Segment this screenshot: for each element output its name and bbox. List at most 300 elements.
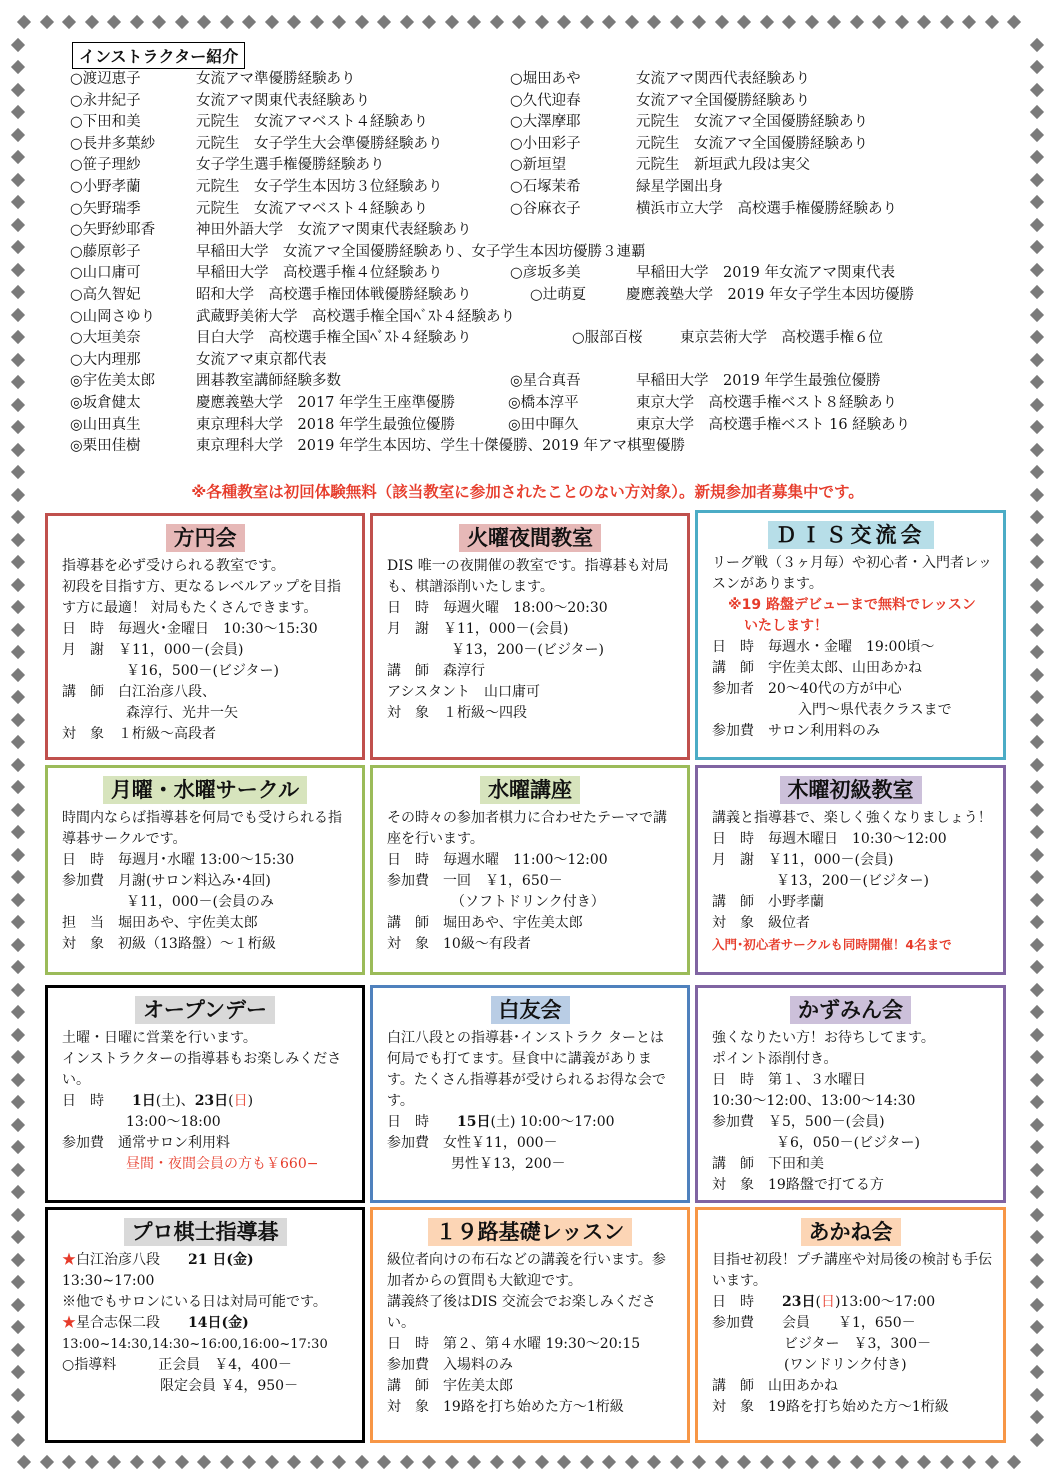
instructor-desc: 早稲田大学 2019 年学生最強位優勝 <box>636 373 881 390</box>
diamond-ornament <box>422 1455 436 1469</box>
date-label: 日 時 <box>387 852 429 868</box>
diamond-ornament <box>354 1455 368 1469</box>
diamond-ornament <box>264 1455 278 1469</box>
diamond-ornament <box>1030 802 1044 816</box>
diamond-ornament <box>917 1455 931 1469</box>
box-desc: 指導碁を必ず受けられる教室です。 <box>62 558 285 574</box>
diamond-ornament <box>782 1455 796 1469</box>
diamond-ornament <box>1030 712 1044 726</box>
diamond-ornament <box>11 982 25 996</box>
diamond-ornament <box>62 1455 76 1469</box>
box-desc: DIS 唯一の夜開催の教室です。指導碁も対局も、棋譜添削いたします。 <box>387 558 669 595</box>
diamond-ornament <box>1030 1095 1044 1109</box>
instructor-name: ○新垣望 <box>510 157 567 174</box>
teacher-value: 宇佐美太郎 <box>443 1378 513 1394</box>
box-desc: 目指せ初段！プチ講座や対局後の検討も手伝います。 <box>712 1252 992 1289</box>
kayou-box <box>370 513 690 760</box>
diamond-ornament <box>1030 375 1044 389</box>
date-day: 23 <box>782 1294 802 1310</box>
fee-value: 女性￥11，000－ <box>443 1135 558 1151</box>
diamond-ornament <box>1030 982 1044 996</box>
teacher-label: 講 師 <box>387 1378 429 1394</box>
diamond-ornament <box>714 1455 728 1469</box>
instructor-name: ○小田彩子 <box>510 135 581 152</box>
diamond-ornament <box>11 1342 25 1356</box>
diamond-ornament <box>1030 960 1044 974</box>
box-title: 木曜初級教室 <box>780 776 922 804</box>
diamond-ornament <box>984 15 998 29</box>
instructor-desc: 東京理科大学 2018 年学生最強位優勝 <box>196 416 456 433</box>
diamond-ornament <box>11 352 25 366</box>
fee-label: 月 謝 <box>387 621 429 637</box>
pro-name: 白江治彦八段 <box>76 1252 160 1268</box>
box-desc: ポイント添削付き。 <box>712 1051 838 1067</box>
time-value: 13:00～17:00 <box>840 1294 936 1310</box>
diamond-ornament <box>11 420 25 434</box>
diamond-ornament <box>11 1207 25 1221</box>
pro-name: 星合志保二段 <box>76 1315 160 1331</box>
diamond-ornament <box>11 780 25 794</box>
diamond-ornament <box>1030 1140 1044 1154</box>
member-value: 20～40代の方が中心 <box>768 681 902 697</box>
instructor-desc: 元院生 女子学生大会準優勝経験あり <box>196 135 443 152</box>
fee-value: ￥4，950－ <box>220 1378 299 1394</box>
instructor-desc: 女流アマ関西代表経験あり <box>636 71 810 87</box>
instructor-name: ◎橋本淳平 <box>508 394 579 411</box>
akane-kai-box <box>695 1207 1006 1443</box>
target-value: 19路を打ち始めた方～1桁級 <box>443 1399 624 1415</box>
fee-class: 限定会員 <box>160 1378 216 1394</box>
diamond-ornament <box>264 15 278 29</box>
diamond-ornament <box>1030 667 1044 681</box>
diamond-ornament <box>1030 150 1044 164</box>
diamond-ornament <box>422 15 436 29</box>
instructor-row <box>70 155 1010 177</box>
instructor-desc: 横浜市立大学 高校選手権優勝経験あり <box>636 200 897 217</box>
instructor-desc: 武蔵野美術大学 高校選手権全国ﾍﾞｽﾄ４経験あり <box>196 308 515 325</box>
target-value: １桁級～四段 <box>443 705 527 721</box>
instructor-desc: 東京大学 高校選手権ベスト 16 経験あり <box>636 416 911 433</box>
diamond-ornament <box>624 1455 638 1469</box>
diamond-ornament <box>1030 892 1044 906</box>
box-desc: 時間内ならば指導碁を何局でも受けられる指導碁サークルです。 <box>62 810 342 847</box>
diamond-ornament <box>354 15 368 29</box>
diamond-ornament <box>444 15 458 29</box>
diamond-ornament <box>11 127 25 141</box>
diamond-ornament <box>1030 105 1044 119</box>
teacher-value: 宇佐美太郎、山田あかね <box>768 660 922 676</box>
diamond-ornament <box>11 172 25 186</box>
date-value: 毎週水曜 11:00～12:00 <box>443 852 608 868</box>
diamond-ornament <box>1030 690 1044 704</box>
box-title: プロ棋士指導碁 <box>124 1218 287 1246</box>
box-desc: 強くなりたい方！お待ちしてます。 <box>712 1030 935 1046</box>
diamond-ornament <box>1030 870 1044 884</box>
diamond-ornament <box>1030 1027 1044 1041</box>
diamond-ornament <box>1030 622 1044 636</box>
diamond-ornament <box>1030 1185 1044 1199</box>
box-title: 月曜・水曜サークル <box>103 776 307 804</box>
diamond-ornament <box>467 15 481 29</box>
instructor-row <box>70 350 1010 372</box>
fee-label: 参加費 <box>62 1135 104 1151</box>
diamond-ornament <box>1030 847 1044 861</box>
instructor-desc: 早稲田大学 女流アマ全国優勝経験あり、女子学生本因坊優勝３連覇 <box>196 243 646 260</box>
diamond-ornament <box>11 442 25 456</box>
diamond-ornament <box>107 1455 121 1469</box>
teacher-label: 講 師 <box>387 663 429 679</box>
date-day: 1 <box>132 1093 142 1109</box>
diamond-ornament <box>849 1455 863 1469</box>
diamond-ornament <box>1030 1432 1044 1446</box>
instructor-row <box>70 220 1010 242</box>
diamond-ornament <box>399 1455 413 1469</box>
instructor-desc: 女子学生選手権優勝経験あり <box>196 157 385 174</box>
box-desc: 級位者向けの布石などの講義を行います。参加者からの質問も大歓迎です。 <box>387 1252 666 1289</box>
diamond-ornament <box>1030 645 1044 659</box>
diamond-ornament <box>647 15 661 29</box>
fee-class: 正会員 <box>158 1357 201 1373</box>
diamond-ornament <box>1030 1342 1044 1356</box>
time-value: 10:30～12:00、13:00～14:30 <box>712 1093 916 1109</box>
diamond-ornament <box>557 15 571 29</box>
weekday: 土 <box>495 1114 510 1130</box>
instructor-row <box>70 371 1010 393</box>
instructor-name: ◎栗田佳樹 <box>70 438 141 455</box>
target-label: 対 象 <box>62 726 104 742</box>
fee-value: ￥11，000－(会員のみ <box>126 894 274 910</box>
diamond-ornament <box>11 802 25 816</box>
fee-value: 通常サロン利用料 <box>118 1135 230 1151</box>
paren: ) <box>834 1294 841 1310</box>
instructor-desc: 目白大学 高校選手権全国ﾍﾞｽﾄ４経験あり <box>196 330 472 347</box>
basic19-lesson-box <box>370 1207 690 1443</box>
instructor-row <box>70 328 1010 350</box>
diamond-ornament <box>17 1455 31 1469</box>
diamond-ornament <box>1030 127 1044 141</box>
diamond-ornament <box>737 15 751 29</box>
instructor-row <box>70 263 1010 285</box>
diamond-ornament <box>62 15 76 29</box>
teacher-label: 講 師 <box>712 1378 754 1394</box>
diamond-ornament <box>11 285 25 299</box>
diamond-ornament <box>11 37 25 51</box>
box-title: 白友会 <box>491 996 570 1024</box>
diamond-ornament <box>1030 1117 1044 1131</box>
instructor-name: ○笹子理紗 <box>70 157 141 174</box>
diamond-ornament <box>11 105 25 119</box>
diamond-ornament <box>309 1455 323 1469</box>
date-day: 15 <box>457 1114 477 1130</box>
date-label: 日 時 <box>387 1114 429 1130</box>
instructor-name: ○大内理那 <box>70 351 141 368</box>
instructor-desc: 女流アマ全国優勝経験あり <box>636 92 810 109</box>
paren: ( <box>490 1114 496 1130</box>
date-label: 日 時 <box>712 1072 754 1088</box>
diamond-ornament <box>1030 1072 1044 1086</box>
instructor-row <box>70 436 1010 458</box>
diamond-ornament <box>39 1455 53 1469</box>
weekday-sunday: 日 <box>820 1294 835 1310</box>
instructor-name: ○谷麻衣子 <box>510 200 581 217</box>
target-value: １桁級～高段者 <box>118 726 216 742</box>
diamond-ornament <box>11 1230 25 1244</box>
diamond-ornament <box>1030 1162 1044 1176</box>
diamond-ornament <box>984 1455 998 1469</box>
instructor-name: ○矢野紗耶香 <box>70 222 156 239</box>
diamond-ornament <box>872 1455 886 1469</box>
teacher-label: 講 師 <box>712 894 754 910</box>
fee-label: 月 謝 <box>712 852 754 868</box>
diamond-ornament <box>11 1432 25 1446</box>
diamond-ornament <box>11 262 25 276</box>
paren: ( <box>155 1093 162 1109</box>
diamond-ornament <box>1030 577 1044 591</box>
beginner-circle-note: 入門･初心者サークルも同時開催！4名まで <box>712 937 952 952</box>
diamond-ornament <box>11 1320 25 1334</box>
diamond-ornament <box>534 1455 548 1469</box>
diamond-ornament <box>11 1185 25 1199</box>
diamond-ornament <box>489 1455 503 1469</box>
diamond-ornament <box>849 15 863 29</box>
diamond-ornament <box>11 195 25 209</box>
date-label: 日 時 <box>62 1093 104 1109</box>
instructor-name: ○矢野瑞季 <box>70 200 141 217</box>
diamond-ornament <box>579 1455 593 1469</box>
diamond-ornament <box>17 15 31 29</box>
charge-value: 堀田あや、宇佐美太郎 <box>118 915 258 931</box>
weekday: 土 <box>161 1093 176 1109</box>
diamond-ornament <box>11 60 25 74</box>
diamond-ornament <box>894 1455 908 1469</box>
instructor-row <box>70 199 1010 221</box>
instructor-row <box>70 177 1010 199</box>
diamond-ornament <box>11 577 25 591</box>
diamond-ornament <box>174 15 188 29</box>
diamond-ornament <box>11 555 25 569</box>
star-icon: ★ <box>62 1252 76 1268</box>
fee-label: 月 謝 <box>62 642 104 658</box>
instructor-name: ○永井紀子 <box>70 92 141 109</box>
fee-class: 会員 <box>782 1315 810 1331</box>
diamond-ornament <box>1030 307 1044 321</box>
teacher-value: 森淳行 <box>443 663 485 679</box>
pro-shidougo-box <box>45 1207 365 1443</box>
diamond-ornament <box>11 532 25 546</box>
diamond-ornament <box>1030 172 1044 186</box>
paren: ) <box>247 1093 254 1109</box>
diamond-ornament <box>782 15 796 29</box>
fee-value: ￥11，000－(会員) <box>443 621 569 637</box>
instructor-desc: 東京理科大学 2019 年学生本因坊、学生十傑優勝、2019 年アマ棋聖優勝 <box>196 438 686 455</box>
instructor-row <box>70 134 1010 156</box>
houenkai-box <box>45 513 365 760</box>
diamond-ornament <box>1007 15 1021 29</box>
diamond-ornament <box>939 1455 953 1469</box>
diamond-ornament <box>602 15 616 29</box>
member-discount-note: 昼間・夜間会員の方も￥660− <box>126 1156 319 1172</box>
fee-value: ￥3，300－ <box>853 1336 932 1352</box>
diamond-ornament <box>1030 780 1044 794</box>
instructor-section <box>70 42 1010 458</box>
instructor-row <box>70 242 1010 264</box>
instructor-name: ○彦坂多美 <box>510 265 581 282</box>
diamond-ornament <box>11 1072 25 1086</box>
fee-label: ○指導料 <box>62 1357 117 1373</box>
instructor-desc: 早稲田大学 2019 年女流アマ関東代表 <box>636 265 896 282</box>
teacher-value: 森淳行、光井一矢 <box>126 705 238 721</box>
instructor-desc: 慶應義塾大学 2019 年女子学生本因坊優勝 <box>626 286 915 303</box>
time-value: 10:00～17:00 <box>519 1114 615 1130</box>
instructor-desc: 女流アマ東京都代表 <box>196 351 327 368</box>
kazumin-kai-box <box>695 985 1006 1203</box>
diamond-ornament <box>107 15 121 29</box>
fee-label: 参加費 <box>62 873 104 889</box>
instructor-name: ○堀田あや <box>510 71 581 87</box>
instructor-desc: 元院生 女流アマ全国優勝経験あり <box>636 114 868 131</box>
teacher-label: 講 師 <box>712 1156 754 1172</box>
diamond-ornament <box>602 1455 616 1469</box>
member-value: 入門～県代表クラスまで <box>798 702 952 718</box>
free-lesson-note: いたします！ <box>744 618 828 634</box>
diamond-ornament <box>11 1387 25 1401</box>
diamond-ornament <box>197 1455 211 1469</box>
teacher-value: 山田あかね <box>768 1378 838 1394</box>
diamond-ornament <box>1030 82 1044 96</box>
fee-value: （ソフトドリンク付き） <box>451 894 605 910</box>
diamond-ornament <box>1030 1275 1044 1289</box>
instructor-desc: 元院生 女流アマベスト４経験あり <box>196 114 428 131</box>
diamond-ornament <box>11 510 25 524</box>
diamond-ornament <box>11 1117 25 1131</box>
instructor-row <box>70 112 1010 134</box>
fee-value: ￥11，000－(会員) <box>768 852 894 868</box>
pro-time: 13:00~14:30,14:30~16:00,16:00~17:30 <box>62 1337 328 1352</box>
instructor-row <box>70 307 1010 329</box>
diamond-ornament <box>11 690 25 704</box>
diamond-ornament <box>804 15 818 29</box>
teacher-value: 下田和美 <box>768 1156 824 1172</box>
instructor-desc: 東京芸術大学 高校選手権６位 <box>680 330 883 347</box>
target-label: 対 象 <box>387 1399 429 1415</box>
date-day: 23 <box>194 1093 215 1109</box>
diamond-ornament <box>11 1275 25 1289</box>
diamond-ornament <box>512 15 526 29</box>
diamond-ornament <box>489 15 503 29</box>
diamond-ornament <box>11 330 25 344</box>
paren: ( <box>228 1093 234 1109</box>
diamond-ornament <box>444 1455 458 1469</box>
fee-label: 参加費 <box>712 1315 754 1331</box>
instructor-desc: 女流アマ準優勝経験あり <box>196 71 356 87</box>
diamond-ornament <box>84 15 98 29</box>
instructor-name: ○服部百桜 <box>572 330 643 347</box>
diamond-ornament <box>1030 600 1044 614</box>
diamond-ornament <box>962 1455 976 1469</box>
date-value: 毎週火曜 18:00～20:30 <box>443 600 608 616</box>
date-label: 日 時 <box>62 852 104 868</box>
star-icon: ★ <box>62 1315 76 1331</box>
paren: ) <box>509 1114 516 1130</box>
diamond-ornament <box>1030 1320 1044 1334</box>
teacher-label: 講 師 <box>387 915 429 931</box>
diamond-ornament <box>11 667 25 681</box>
diamond-ornament <box>11 1095 25 1109</box>
diamond-ornament <box>152 1455 166 1469</box>
diamond-ornament <box>11 1365 25 1379</box>
instructor-name: ○高久智妃 <box>70 286 141 303</box>
instructor-name: ○山岡さゆり <box>70 308 156 325</box>
instructor-desc: 元院生 新垣武九段は実父 <box>636 157 810 174</box>
diamond-ornament <box>1030 262 1044 276</box>
open-day-box <box>45 985 365 1203</box>
instructor-desc: 元院生 女流アマ全国優勝経験あり <box>636 135 868 152</box>
diamond-ornament <box>1030 825 1044 839</box>
instructor-name: ◎山田真生 <box>70 416 141 433</box>
date-value: 第１、３水曜日 <box>768 1072 866 1088</box>
diamond-ornament <box>11 397 25 411</box>
date-label: 日 時 <box>62 621 104 637</box>
box-title: 方円会 <box>166 524 245 552</box>
diamond-ornament <box>1030 195 1044 209</box>
diamond-ornament <box>84 1455 98 1469</box>
instructor-heading: インストラクター紹介 <box>72 42 245 69</box>
diamond-ornament <box>1030 465 1044 479</box>
fee-value: ￥16，500－(ビジター) <box>126 663 279 679</box>
diamond-ornament <box>11 960 25 974</box>
diamond-ornament <box>11 150 25 164</box>
paren: )、 <box>175 1093 195 1109</box>
fee-label: 参加費 <box>712 723 754 739</box>
box-title: 火曜夜間教室 <box>459 524 601 552</box>
diamond-ornament <box>11 1410 25 1424</box>
diamond-ornament <box>1030 1297 1044 1311</box>
diamond-ornament <box>669 1455 683 1469</box>
charge-label: 担 当 <box>62 915 104 931</box>
box-desc: リーグ戦（３ヶ月毎）や初心者・入門者レッスンがあります。 <box>712 555 992 592</box>
diamond-ornament <box>1030 1207 1044 1221</box>
diamond-ornament <box>11 937 25 951</box>
diamond-ornament <box>692 1455 706 1469</box>
diamond-ornament <box>11 1027 25 1041</box>
diamond-ornament <box>129 1455 143 1469</box>
diamond-ornament <box>737 1455 751 1469</box>
diamond-ornament <box>242 1455 256 1469</box>
box-desc: 初段を目指す方、更なるレベルアップを目指す方に最適！ 対局もたくさんできます。 <box>62 579 342 616</box>
date-unit: 日 <box>801 1294 816 1310</box>
target-value: 初級（13路盤）～１桁級 <box>118 936 276 952</box>
fee-value: ￥13，200－(ビジター) <box>451 642 604 658</box>
fee-value: ￥13，200－(ビジター) <box>776 873 929 889</box>
target-value: 10級～有段者 <box>443 936 531 952</box>
diamond-ornament <box>287 1455 301 1469</box>
box-title: 水曜講座 <box>480 776 580 804</box>
diamond-ornament <box>624 15 638 29</box>
pro-note: ※他でもサロンにいる日は対局可能です。 <box>62 1294 327 1310</box>
diamond-ornament <box>939 15 953 29</box>
date-label: 日 時 <box>387 600 429 616</box>
diamond-ornament <box>11 735 25 749</box>
box-title: あかね会 <box>801 1218 901 1246</box>
diamond-ornament <box>174 1455 188 1469</box>
fee-label: 参加費 <box>712 1114 754 1130</box>
diamond-ornament <box>1030 1365 1044 1379</box>
instructor-desc: 東京大学 高校選手権ベスト８経験あり <box>636 394 897 411</box>
teacher-value: 白江治彦八段、 <box>118 684 216 700</box>
diamond-ornament <box>1030 510 1044 524</box>
instructor-row <box>70 69 1010 91</box>
box-desc: インストラクターの指導碁もお楽しみください。 <box>62 1051 342 1088</box>
